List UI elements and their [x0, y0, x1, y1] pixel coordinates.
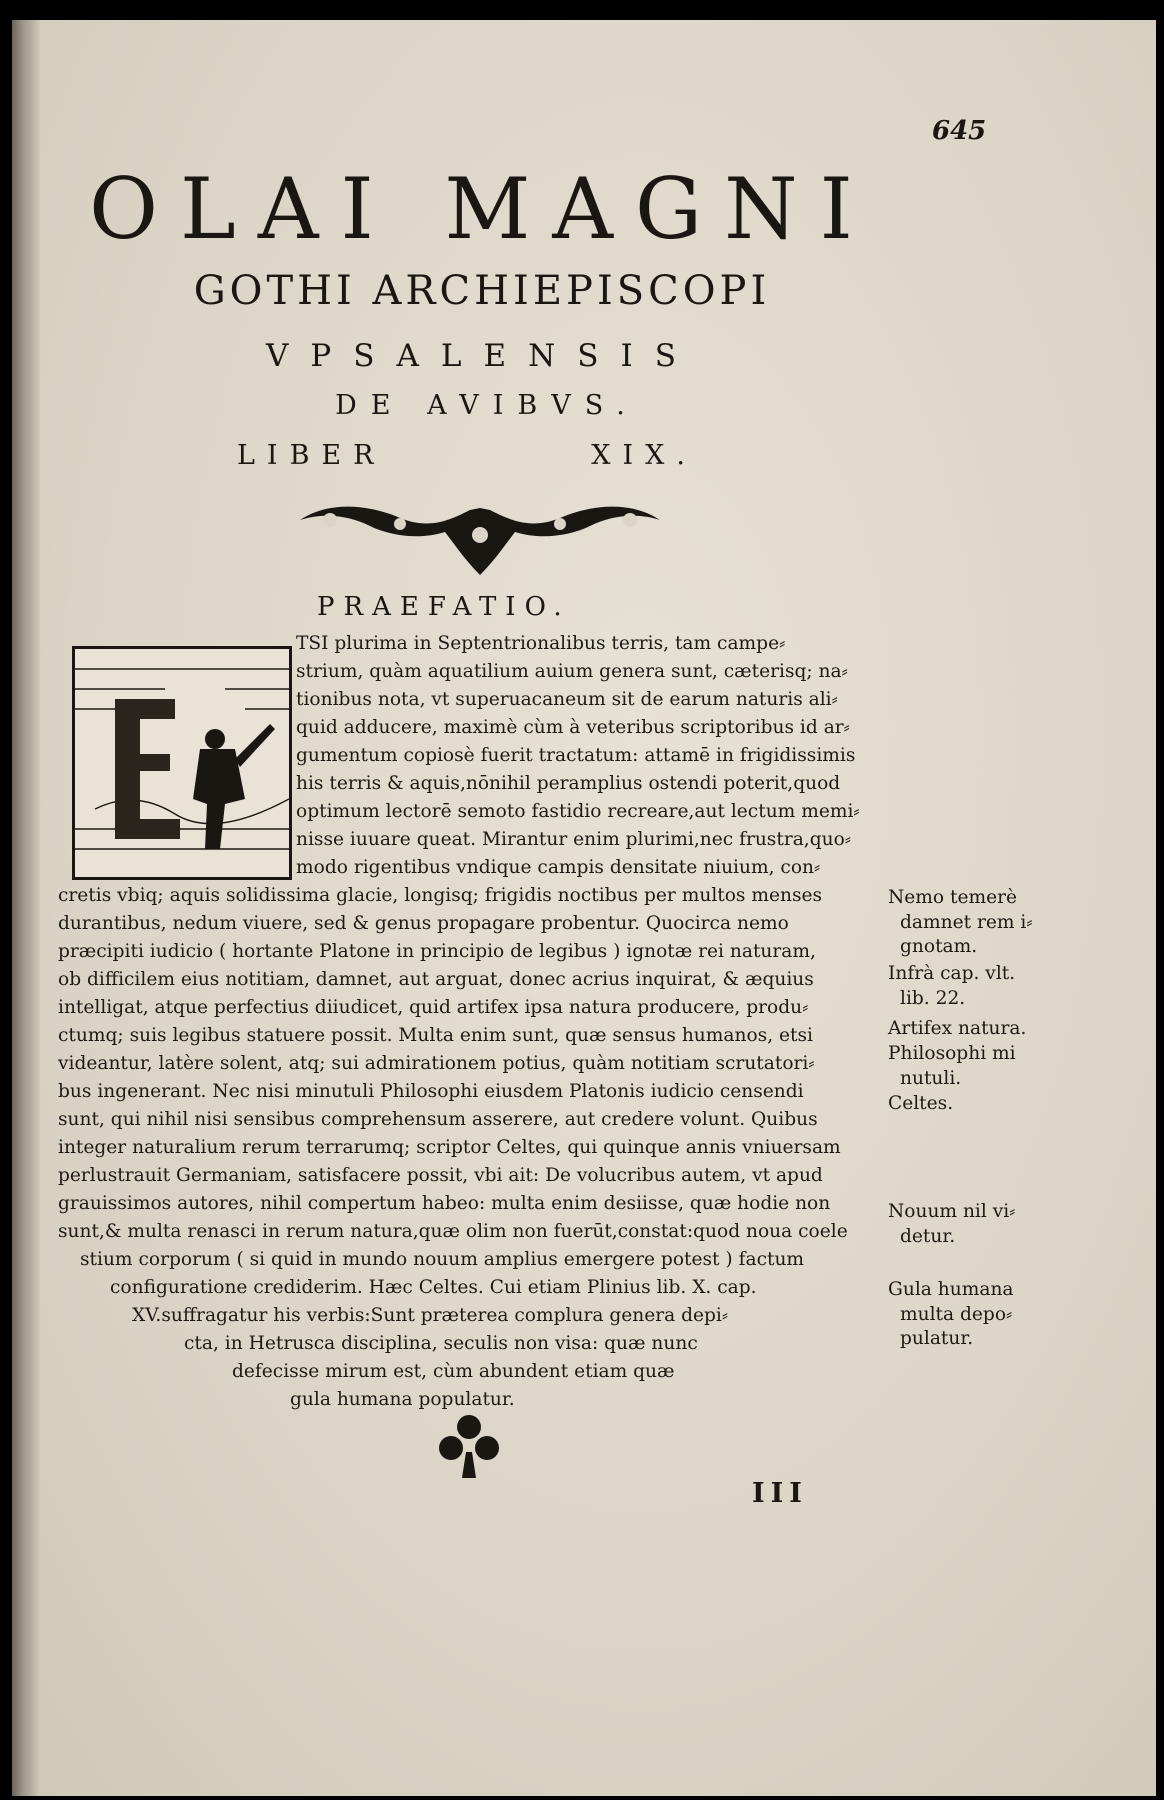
text-line: his terris & aquis,nōnihil peramplius ostendi poterit,quod: [296, 773, 841, 794]
woodcut-initial-icon: [72, 646, 292, 880]
text-line: strium, quàm aquatilium auium genera sunt, cæterisq; na⸗: [296, 661, 848, 682]
title-line-1: OLAI MAGNI: [89, 160, 875, 258]
text-line: stium corporum ( si quid in mundo nouum amplius emergere potest ) factum: [80, 1249, 805, 1270]
margin-note-line: multa depo⸗: [900, 1303, 1013, 1325]
margin-note-line: Gula humana: [888, 1279, 1014, 1300]
text-line: quid adducere, maximè cùm à veteribus scriptoribus id ar⸗: [296, 717, 850, 738]
text-line: configuratione crediderim. Hæc Celtes. Cui etiam Plinius lib. X. cap.: [110, 1277, 757, 1298]
title-line-3: VPSALENSIS: [266, 338, 698, 374]
margin-note-line: pulatur.: [900, 1328, 974, 1349]
liber-label: LIBER: [237, 440, 386, 471]
text-line: cretis vbiq; aquis solidissima glacie, longisq; frigidis noctibus per multos menses: [58, 885, 823, 906]
text-line: intelligat, atque perfectius diiudicet, quid artifex ipsa natura producere, produ⸗: [58, 997, 809, 1018]
text-line: perlustrauit Germaniam, satisfacere possit, vbi ait: De volucribus autem, vt apud: [58, 1165, 823, 1186]
text-line: integer naturalium rerum terrarumq; scriptor Celtes, qui quinque annis vniuersam: [58, 1137, 841, 1158]
text-line: præcipiti iudicio ( hortante Platone in principio de legibus ) ignotæ rei naturam,: [58, 941, 816, 962]
text-line: sunt, qui nihil nisi sensibus comprehensum asserere, aut credere volunt. Quibus: [58, 1109, 818, 1130]
text-line: grauissimos autores, nihil compertum habeo: multa enim desiisse, quæ hodie non: [58, 1193, 831, 1214]
margin-note-line: detur.: [900, 1225, 956, 1247]
text-line: sunt,& multa renasci in rerum natura,quæ olim non fuerūt,constat:quod noua coele: [58, 1221, 848, 1242]
text-line: optimum lectorē semoto fastidio recreare,aut lectum memi⸗: [296, 801, 860, 822]
text-line: videantur, latère solent, atq; sui admirationem potius, quàm notitiam scrutatori⸗: [58, 1053, 815, 1074]
margin-note-line: Nemo temerè: [888, 887, 1018, 908]
text-line: nisse iuuare queat. Mirantur enim plurimi,nec frustra,quo⸗: [296, 829, 851, 850]
margin-note: [888, 1017, 1026, 1042]
text-line: tionibus nota, vt superuacaneum sit de earum naturis ali⸗: [296, 689, 838, 710]
text-line: cta, in Hetrusca disciplina, seculis non visa: quæ nunc: [184, 1333, 698, 1354]
text-line: modo rigentibus vndique campis densitate niuium, con⸗: [296, 857, 821, 878]
book-page: [12, 20, 1156, 1796]
text-line: ctumq; suis legibus statuere possit. Multa enim sunt, quæ sensus humanos, etsi: [58, 1025, 813, 1046]
margin-note: [888, 1092, 953, 1117]
margin-note-line: Nouum nil vi⸗: [888, 1201, 1016, 1222]
margin-note-line: damnet rem i⸗: [900, 911, 1033, 933]
margin-note-line: lib. 22.: [900, 987, 966, 1009]
text-line: ob difficilem eius notitiam, damnet, aut arguat, donec acrius inquirat, & æquius: [58, 969, 814, 990]
margin-note-line: Celtes.: [888, 1093, 954, 1114]
page-number: 645: [932, 116, 987, 146]
margin-note: [888, 1200, 1015, 1249]
text-line: TSI plurima in Septentrionalibus terris, tam campe⸗: [296, 633, 786, 654]
text-line: gumentum copiosè fuerit tractatum: attamē in frigidissimis: [296, 745, 856, 766]
text-line: gula humana populatur.: [290, 1389, 515, 1410]
text-line: XV.suffragatur his verbis:Sunt præterea complura genera depi⸗: [132, 1305, 729, 1326]
liber-number: XIX.: [591, 440, 697, 471]
margin-note: [888, 1278, 1014, 1352]
margin-note-line: Artifex natura.: [888, 1018, 1027, 1039]
margin-note: [888, 1042, 1016, 1091]
margin-note: [888, 886, 1033, 960]
text-line: durantibus, nedum viuere, sed & genus propagare probentur. Quocirca nemo: [58, 913, 789, 934]
title-line-2: GOTHI ARCHIEPISCOPI: [193, 268, 771, 314]
text-line: bus ingenerant. Nec nisi minutuli Philosophi eiusdem Platonis iudicio censendi: [58, 1081, 804, 1102]
page-gutter: [12, 20, 40, 1796]
margin-note-line: Philosophi mi: [888, 1043, 1016, 1064]
text-line: defecisse mirum est, cùm abundent etiam quæ: [232, 1361, 675, 1382]
margin-note-line: gnotam.: [900, 936, 978, 957]
title-line-4: DE AVIBVS.: [335, 390, 639, 421]
fleuron-icon: [436, 1412, 502, 1482]
margin-note: [888, 962, 1015, 1011]
title-line-5: [237, 440, 697, 471]
signature-mark: III: [752, 1478, 808, 1509]
margin-note-line: Infrà cap. vlt.: [888, 963, 1016, 984]
margin-note-line: nutuli.: [900, 1067, 962, 1089]
ornament-icon: [290, 490, 670, 580]
section-heading: PRAEFATIO.: [317, 592, 571, 622]
